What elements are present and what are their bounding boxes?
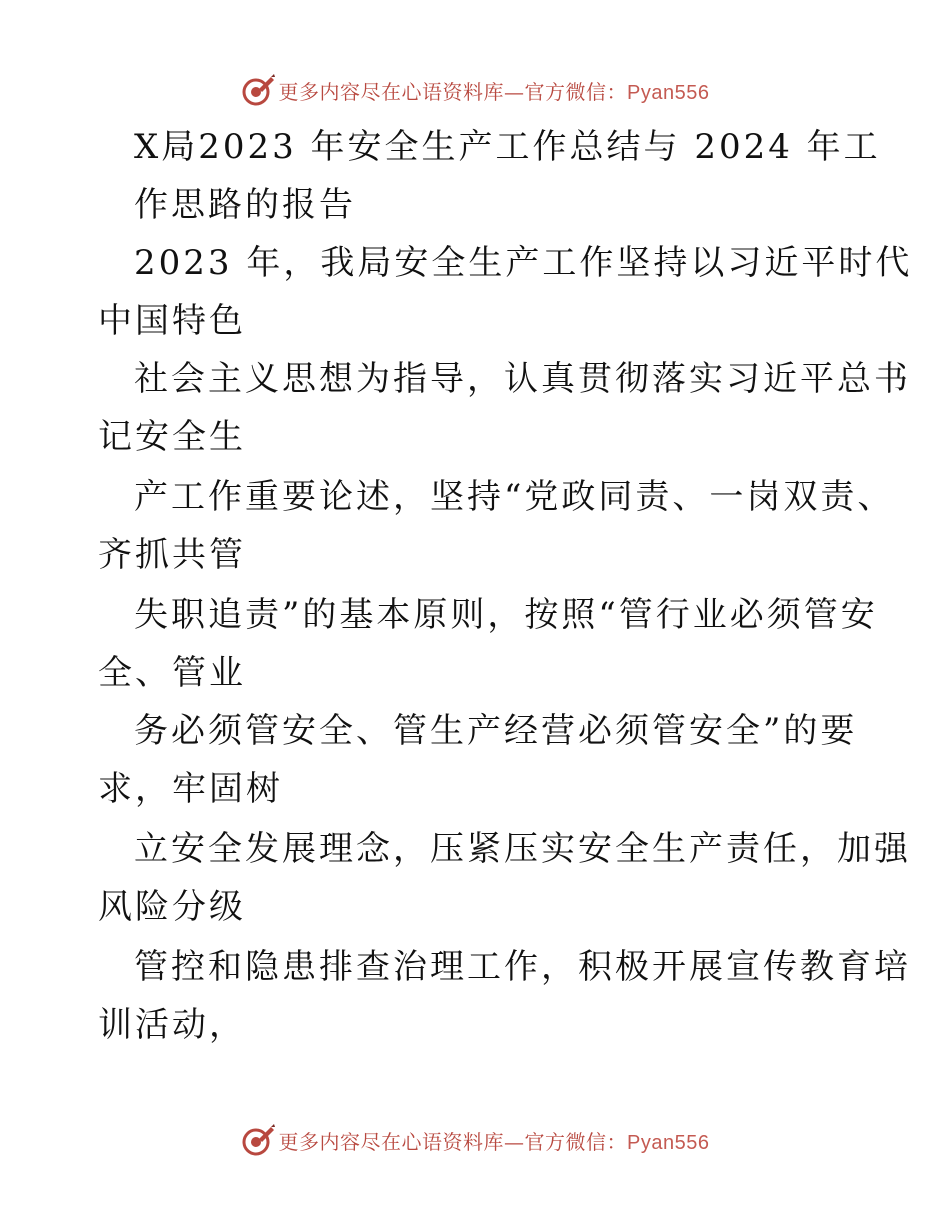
banner-text: 更多内容尽在心语资料库—官方微信：Pyan556 [278, 79, 710, 104]
paragraph-line: 产工作重要论述，坚持“党政同责、一岗双责、 [134, 477, 895, 517]
wechat-id: Pyan556 [627, 81, 710, 104]
title-line-2: 作思路的报告 [134, 185, 356, 225]
pen-logo-icon [241, 73, 275, 107]
pen-logo-icon [241, 1123, 275, 1157]
header-banner [0, 70, 950, 110]
paragraph-line: 管控和隐患排查治理工作，积极开展宣传教育培 [134, 947, 911, 987]
title-line-1: X局2023 年安全生产工作总结与 2024 年工 [134, 127, 881, 167]
paragraph-line: 务必须管安全、管生产经营必须管安全”的要 [134, 711, 858, 751]
paragraph-line: 记安全生 [98, 417, 246, 457]
paragraph-line: 风险分级 [98, 887, 246, 927]
footer-banner [0, 1120, 950, 1160]
paragraph-line: 全、管业 [98, 653, 246, 693]
paragraph-line: 失职追责”的基本原则，按照“管行业必须管安 [134, 595, 878, 635]
paragraph-line: 求，牢固树 [98, 769, 283, 809]
paragraph-line: 训活动， [98, 1005, 246, 1045]
paragraph-line: 齐抓共管 [98, 535, 246, 575]
paragraph-line: 中国特色 [98, 301, 246, 341]
paragraph-line: 立安全发展理念，压紧压实安全生产责任，加强 [134, 829, 911, 869]
paragraph-line: 2023 年，我局安全生产工作坚持以习近平时代 [134, 243, 913, 283]
wechat-id: Pyan556 [627, 1131, 710, 1154]
paragraph-line: 社会主义思想为指导，认真贯彻落实习近平总书 [134, 359, 911, 399]
banner-text: 更多内容尽在心语资料库—官方微信：Pyan556 [278, 1129, 710, 1154]
